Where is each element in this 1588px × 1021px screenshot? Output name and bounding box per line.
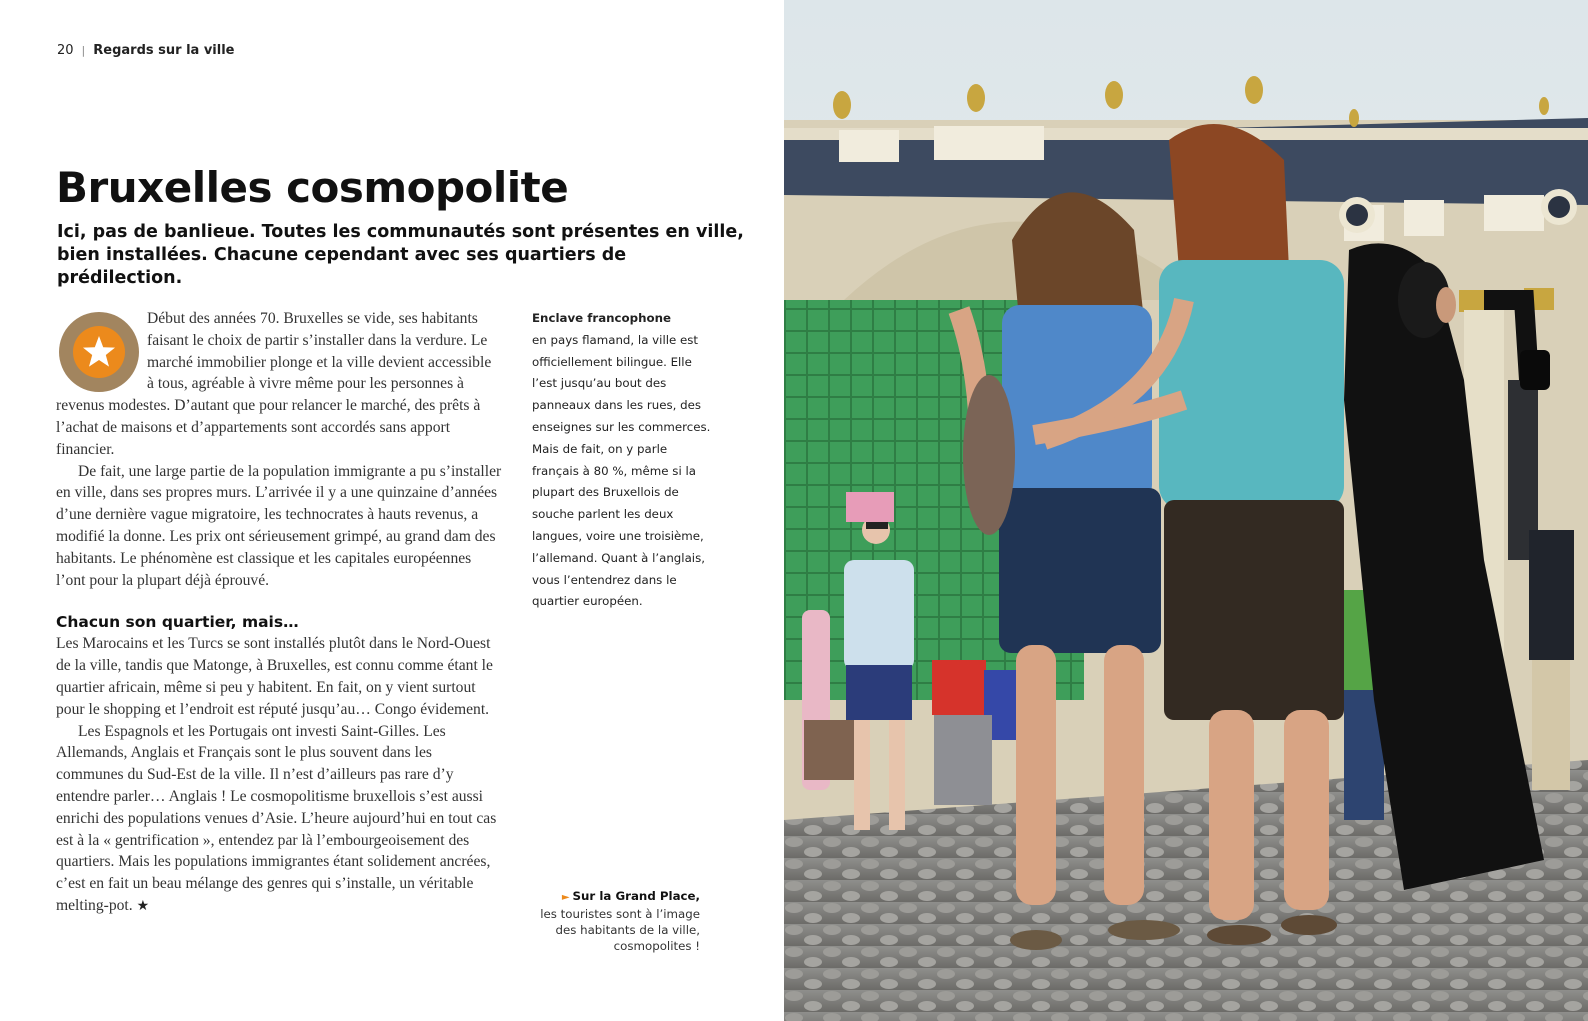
sidebar-title: Enclave francophone [532,311,672,325]
star-badge-icon [59,312,139,392]
standfirst [57,221,757,290]
body-paragraph: De fait, une large partie de la population immigrante a pu s’installer en ville, dans ses propres murs. L’arrivée il y a une quinzaine d’années d’une dernière vague migratoire, les technocrates à hauts revenus, a modifié la donne. Les prix ont sérieusement grimpé, au grand dam des habitants. Le phénomène est classique et les capitales européennes l’ont pour la plupart déjà éprouvé. [56,462,502,589]
caption-lead: Sur la Grand Place, [572,889,700,903]
body-paragraph: Les Marocains et les Turcs se sont installés plutôt dans le Nord-Ouest de la ville, tandis que Matonge, à Bruxelles, est connu comme étant le quartier africain, même si peu y habitent. En fait, on y vient surtout pour le shopping et l’endroit est réputé jusqu’au… Congo évidement. [56,635,493,718]
page-number: 20 [57,43,74,58]
standfirst-line: Ici, pas de banlieue. Toutes les communautés sont présentes en ville, [57,222,744,242]
grand-place-photo [784,0,1588,1021]
body-paragraph: Début des années 70. Bruxelles se vide, ses habitants faisant le choix de partir s’installer dans la verdure. Le marché immobilier plonge et la ville devient accessible à tous, agréable à vivre même pour les personnes à revenus modestes. D’autant que pour relancer le marché, des prêts à l’achat de maisons et d’appartements sont accordés sans apport financier. [56,310,492,458]
running-head [57,43,235,58]
caption-text: les touristes sont à l’image des habitants de la ville, cosmopolites ! [540,907,700,953]
left-page [0,0,792,1021]
body-paragraph-last [56,721,502,918]
standfirst-line: bien installées. Chacune cependant avec ses quartiers de prédilection. [57,245,627,288]
end-star-icon: ★ [136,898,150,914]
photo-caption [520,888,700,954]
subheading: Chacun son quartier, mais… [56,613,299,632]
running-head-separator: | [81,44,86,57]
body-paragraph-text: Les Espagnols et les Portugais ont investi Saint-Gilles. Les Allemands, Anglais et Français sont le plus souvent dans les communes du Sud-Est de la ville. Il n’est d’ailleurs pas rare d’y entendre parler… Anglais ! Le cosmopolitisme bruxellois s’est aussi enrichi des populations venues d’Asie. L’heure aujourd’hui en tout cas est à la « gentrification », entendez par là l’embourgeoisement des quartiers. Mais les populations immigrantes étant solidement ancrées, c’est en fait un beau mélange des genres qui s’installe, un véritable melting-pot. [56,722,497,914]
star-icon [81,334,117,370]
arrow-marker-icon: ► [561,892,570,903]
section-title: Regards sur la ville [93,43,235,58]
article-title: Bruxelles cosmopolite [56,163,569,212]
star-badge-inner [73,326,125,378]
sidebar-text: en pays flamand, la ville est officiellement bilingue. Elle l’est jusqu’au bout des panneaux dans les rues, des enseignes sur les commerces. Mais de fait, on y parle français à 80 %, même si la plupart des Bruxellois de souche parlent les deux langues, voire une troisième, l’allemand. Quant à l’anglais, vous l’entendrez dans le quartier européen. [532,332,711,609]
sidebar-box [532,308,712,613]
article-body [56,308,502,918]
